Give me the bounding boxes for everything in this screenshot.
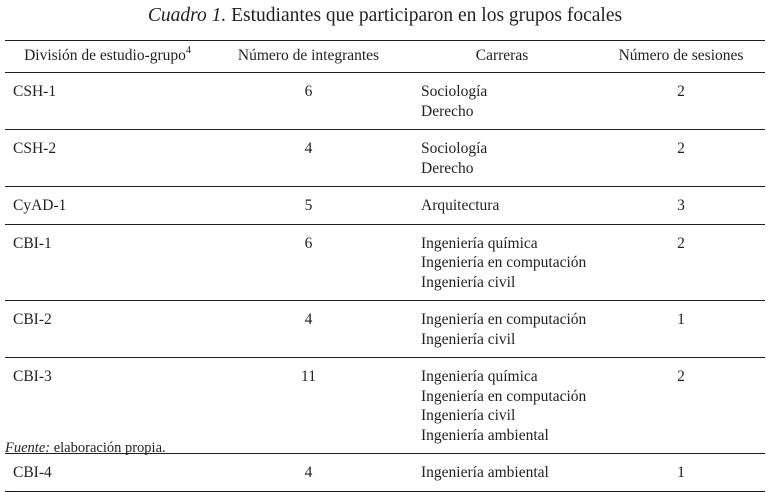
cell-members: 6 bbox=[304, 234, 313, 252]
caption-label: Cuadro 1. bbox=[147, 5, 227, 26]
career-item: Ingeniería en computación bbox=[421, 387, 587, 405]
caption-title: Estudiantes que participaron en los grupos focales bbox=[231, 5, 623, 26]
table-row bbox=[5, 224, 765, 301]
career-item: Ingeniería civil bbox=[421, 273, 516, 291]
header-division: División de estudio-grupo$^4$ bbox=[24, 45, 191, 64]
cell-group: CBI-3 bbox=[13, 368, 52, 385]
table-row bbox=[5, 187, 765, 225]
table-header-row bbox=[5, 41, 765, 73]
cell-members: 4 bbox=[304, 140, 313, 157]
career-item: Derecho bbox=[421, 159, 474, 177]
focus-groups-table bbox=[5, 40, 765, 492]
career-item: Ingeniería química bbox=[421, 234, 538, 252]
table-row bbox=[5, 301, 765, 358]
cell-careers bbox=[407, 301, 597, 358]
career-item: Arquitectura bbox=[421, 197, 500, 214]
career-item: Ingeniería civil bbox=[421, 407, 516, 424]
table-row bbox=[5, 454, 765, 492]
cell-careers bbox=[407, 454, 597, 492]
cell-careers bbox=[407, 358, 597, 454]
career-item: Ingeniería ambiental bbox=[421, 464, 549, 481]
cell-group: CyAD-1 bbox=[13, 197, 67, 214]
cell-careers bbox=[407, 73, 597, 130]
cell-group: CSH-1 bbox=[13, 83, 57, 100]
cell-members: 5 bbox=[304, 197, 313, 214]
header-careers: Carreras bbox=[475, 47, 529, 64]
source-text: elaboración propia. bbox=[53, 440, 166, 456]
career-item: Ingeniería química bbox=[421, 368, 538, 385]
header-sessions: Número de sesiones bbox=[618, 47, 744, 64]
cell-sessions: 1 bbox=[677, 311, 685, 328]
cell-sessions: 2 bbox=[677, 83, 685, 100]
cell-careers bbox=[407, 130, 597, 187]
cell-sessions: 1 bbox=[677, 464, 685, 481]
career-item: Sociología bbox=[421, 140, 488, 157]
header-members: Número de integrantes bbox=[237, 47, 380, 64]
career-item: Ingeniería ambiental bbox=[421, 426, 549, 444]
table-caption bbox=[0, 4, 770, 28]
cell-members: 6 bbox=[304, 83, 313, 100]
cell-careers bbox=[407, 187, 597, 225]
footnote-marker: 4 bbox=[185, 45, 191, 56]
cell-group: CBI-2 bbox=[13, 311, 52, 328]
source-label: Fuente: bbox=[5, 440, 51, 456]
table-row bbox=[5, 130, 765, 187]
cell-members: 4 bbox=[304, 311, 313, 328]
career-item: Ingeniería en computación bbox=[421, 311, 587, 328]
cell-sessions: 3 bbox=[677, 197, 685, 214]
cell-members: 11 bbox=[301, 368, 316, 385]
cell-group: CBI-4 bbox=[13, 464, 52, 481]
table-source-note bbox=[5, 439, 166, 457]
career-item: Ingeniería civil bbox=[421, 330, 516, 348]
cell-careers bbox=[407, 224, 597, 301]
career-item: Ingeniería en computación bbox=[421, 254, 587, 271]
cell-group: CBI-1 bbox=[13, 234, 52, 252]
cell-group: CSH-2 bbox=[13, 140, 57, 157]
cell-sessions: 2 bbox=[677, 140, 685, 157]
cell-members: 4 bbox=[304, 464, 313, 481]
career-item: Sociología bbox=[421, 83, 488, 100]
cell-sessions: 2 bbox=[677, 234, 685, 252]
cell-sessions: 2 bbox=[677, 368, 685, 385]
table-row bbox=[5, 73, 765, 130]
career-item: Derecho bbox=[421, 102, 474, 120]
